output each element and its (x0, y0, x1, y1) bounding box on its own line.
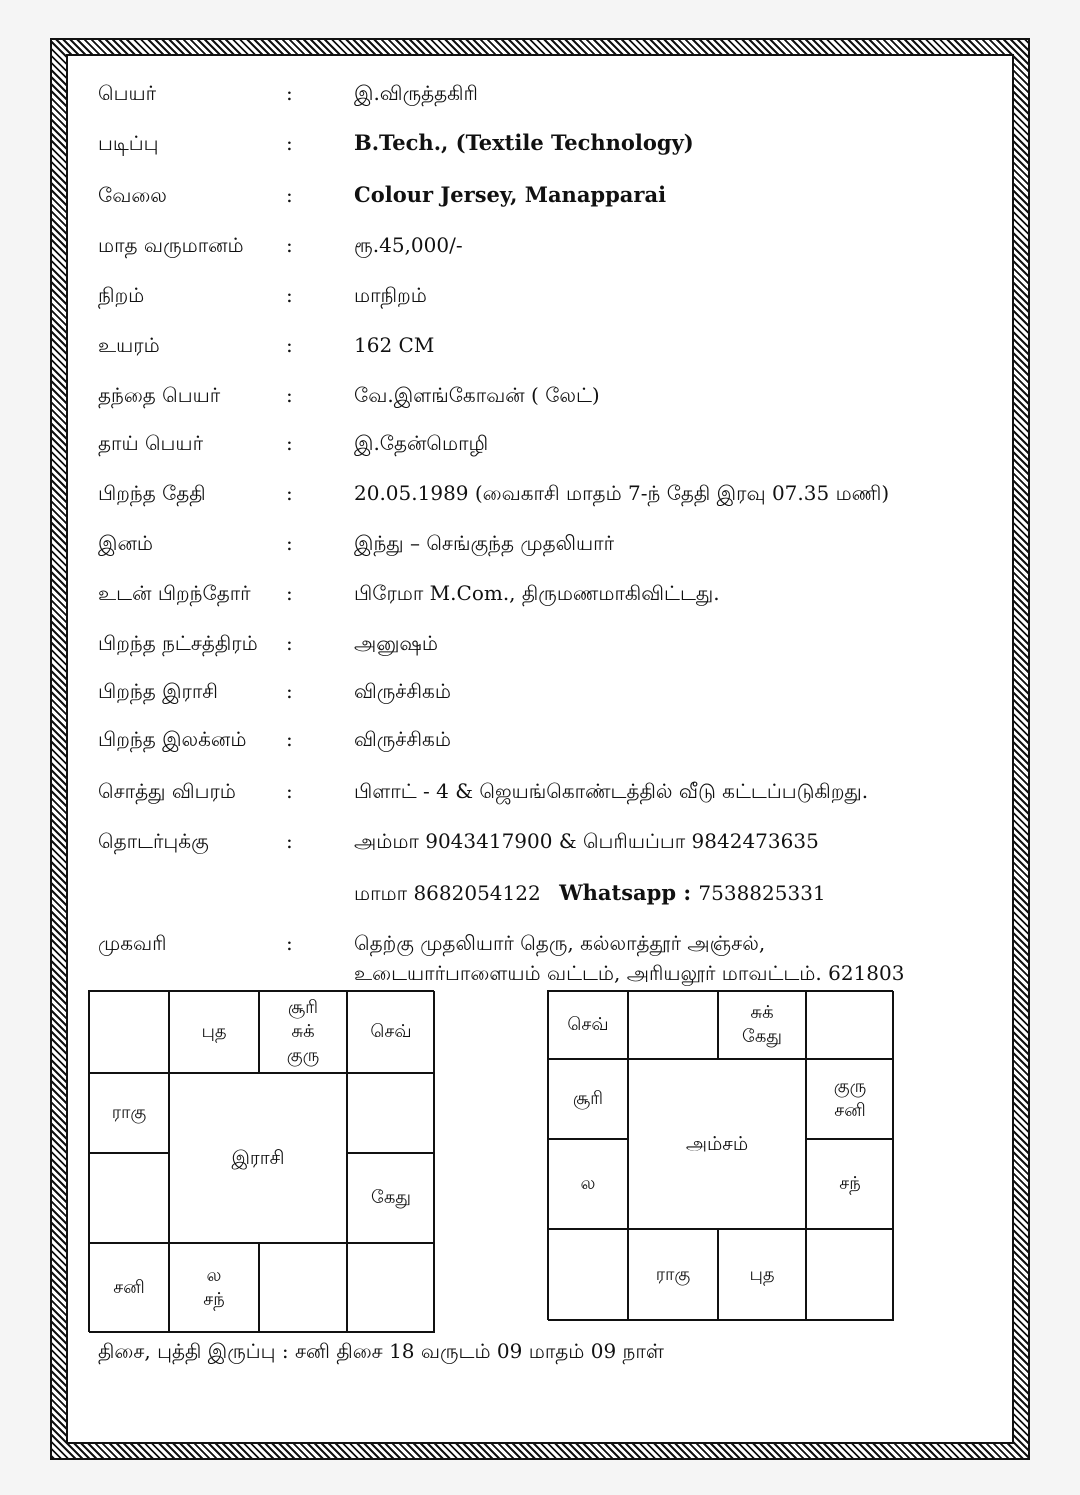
chart-cell (89, 1153, 169, 1243)
chart-cell-text: புத (201, 1021, 227, 1042)
field-label: தந்தை பெயர் (98, 383, 221, 407)
field-colon: : (286, 531, 293, 555)
field-label: பிறந்த இராசி (98, 679, 218, 703)
chart-cell (89, 991, 169, 1073)
field-row (98, 380, 978, 410)
chart-cell (548, 1229, 628, 1321)
chart-cell-text: சனி (113, 1277, 145, 1298)
chart-cell (718, 1229, 806, 1321)
chart-cell (347, 991, 435, 1073)
chart-cell (89, 1243, 169, 1333)
field-value: B.Tech., (Textile Technology) (354, 130, 694, 155)
field-row (98, 628, 978, 658)
field-label: உடன் பிறந்தோர் (98, 581, 251, 605)
field-colon: : (286, 581, 293, 605)
chart-cell-text: கேது (371, 1187, 411, 1208)
field-value: அனுஷம் (354, 631, 438, 655)
field-colon: : (286, 431, 293, 455)
field-row (98, 330, 978, 360)
chart-cell-text: சுக் கேது (742, 1002, 782, 1047)
field-row (98, 428, 978, 458)
chart-cell (806, 1139, 894, 1229)
chart-cell (548, 1139, 628, 1229)
chart-cell (548, 1059, 628, 1139)
field-label: பிறந்த தேதி (98, 481, 206, 505)
chart-cell-text: சந் (839, 1173, 861, 1194)
chart-cell (628, 991, 718, 1059)
rasi-chart (88, 990, 434, 1332)
field-row (98, 280, 978, 310)
field-value: மாநிறம் (354, 283, 427, 307)
field-label: நிறம் (98, 283, 145, 307)
chart-cell-text: செவ் (370, 1021, 412, 1042)
chart-cell (347, 1153, 435, 1243)
field-value: 20.05.1989 (வைகாசி மாதம் 7-ந் தேதி இரவு 07.35 மணி) (354, 481, 890, 505)
field-colon: : (286, 481, 293, 505)
chart-cell (169, 991, 259, 1073)
chart-cell-text: குரு சனி (833, 1076, 867, 1121)
field-colon: : (286, 183, 293, 207)
chart-cell (718, 991, 806, 1059)
chart-cell (806, 991, 894, 1059)
field-colon: : (286, 81, 293, 105)
chart-cell-text: ராகு (655, 1264, 691, 1285)
field-value: இ.விருத்தகிரி (354, 81, 478, 105)
field-colon: : (286, 631, 293, 655)
field-label: தொடர்புக்கு (98, 829, 209, 853)
field-row (98, 528, 978, 558)
field-colon: : (286, 283, 293, 307)
chart-cell (169, 1243, 259, 1333)
field-value: பிரேமா M.Com., திருமணமாகிவிட்டது. (354, 581, 720, 605)
field-colon: : (286, 233, 293, 257)
amsam-chart (547, 990, 893, 1320)
field-colon: : (286, 679, 293, 703)
chart-cell-text: புத (749, 1264, 775, 1285)
chart-cell (259, 991, 347, 1073)
field-value: 162 CM (354, 333, 435, 357)
field-colon: : (286, 383, 293, 407)
field-value: ரூ.45,000/- (354, 233, 463, 257)
contact-line-2: மாமா 8682054122 Whatsapp : 7538825331 (354, 880, 826, 905)
field-row (98, 776, 978, 806)
field-label: மாத வருமானம் (98, 233, 244, 257)
field-label: இனம் (98, 531, 153, 555)
address-line2: உடையார்பாளையம் வட்டம், அரியலூர் மாவட்டம். 621803 (354, 961, 905, 985)
field-value: அம்மா 9043417900 & பெரியப்பா 9842473635 (354, 829, 819, 853)
field-label: பிறந்த இலக்னம் (98, 727, 247, 751)
chart-cell (347, 1243, 435, 1333)
field-label: பெயர் (98, 81, 157, 105)
field-value: இ.தேன்மொழி (354, 431, 489, 455)
field-row (98, 230, 978, 260)
field-label: சொத்து விபரம் (98, 779, 236, 803)
field-row (98, 578, 978, 608)
chart-cell-text: ல சந் (203, 1265, 225, 1310)
chart-cell (548, 991, 628, 1059)
chart-cell-text: ல (580, 1173, 596, 1194)
chart-cell (628, 1229, 718, 1321)
field-value: பிளாட் - 4 & ஜெயங்கொண்டத்தில் வீடு கட்டப்படுகிறது. (354, 779, 869, 803)
field-row (98, 826, 978, 856)
chart-center-text: இராசி (231, 1147, 285, 1169)
field-label: பிறந்த நட்சத்திரம் (98, 631, 258, 655)
chart-cell-text: செவ் (567, 1014, 609, 1035)
chart-cell (259, 1243, 347, 1333)
chart-cell (89, 1073, 169, 1153)
field-value: Colour Jersey, Manapparai (354, 182, 667, 207)
field-row (98, 128, 978, 158)
chart-cell (347, 1073, 435, 1153)
chart-center (169, 1073, 347, 1243)
field-value: வே.இளங்கோவன் ( லேட்) (354, 383, 600, 407)
field-label: தாய் பெயர் (98, 431, 204, 455)
field-row (98, 78, 978, 108)
chart-cell-text: ராகு (111, 1102, 147, 1123)
chart-center (628, 1059, 806, 1229)
chart-cell (806, 1229, 894, 1321)
field-colon: : (286, 131, 293, 155)
address-line1: தெற்கு முதலியார் தெரு, கல்லாத்தூர் அஞ்சல், (354, 931, 766, 955)
field-label: உயரம் (98, 333, 160, 357)
field-value: விருச்சிகம் (354, 679, 451, 703)
chart-center-text: அம்சம் (685, 1133, 749, 1155)
field-row (98, 478, 978, 508)
address-label: முகவரி (98, 931, 167, 955)
field-label: படிப்பு (98, 131, 159, 155)
address-row (98, 928, 978, 958)
field-colon: : (286, 333, 293, 357)
field-label: வேலை (98, 183, 167, 207)
field-value: விருச்சிகம் (354, 727, 451, 751)
field-colon: : (286, 727, 293, 751)
field-colon: : (286, 829, 293, 853)
chart-cell-text: சூரி (572, 1088, 604, 1109)
field-value: இந்து – செங்குந்த முதலியார் (354, 531, 615, 555)
field-row (98, 676, 978, 706)
field-row (98, 724, 978, 754)
field-row (98, 180, 978, 210)
chart-cell (806, 1059, 894, 1139)
address-colon: : (286, 931, 293, 955)
field-colon: : (286, 779, 293, 803)
chart-cell-text: சூரி சுக் குரு (286, 997, 320, 1066)
dasa-footer: திசை, புத்தி இருப்பு : சனி திசை 18 வருடம் 09 மாதம் 09 நாள் (98, 1339, 664, 1363)
